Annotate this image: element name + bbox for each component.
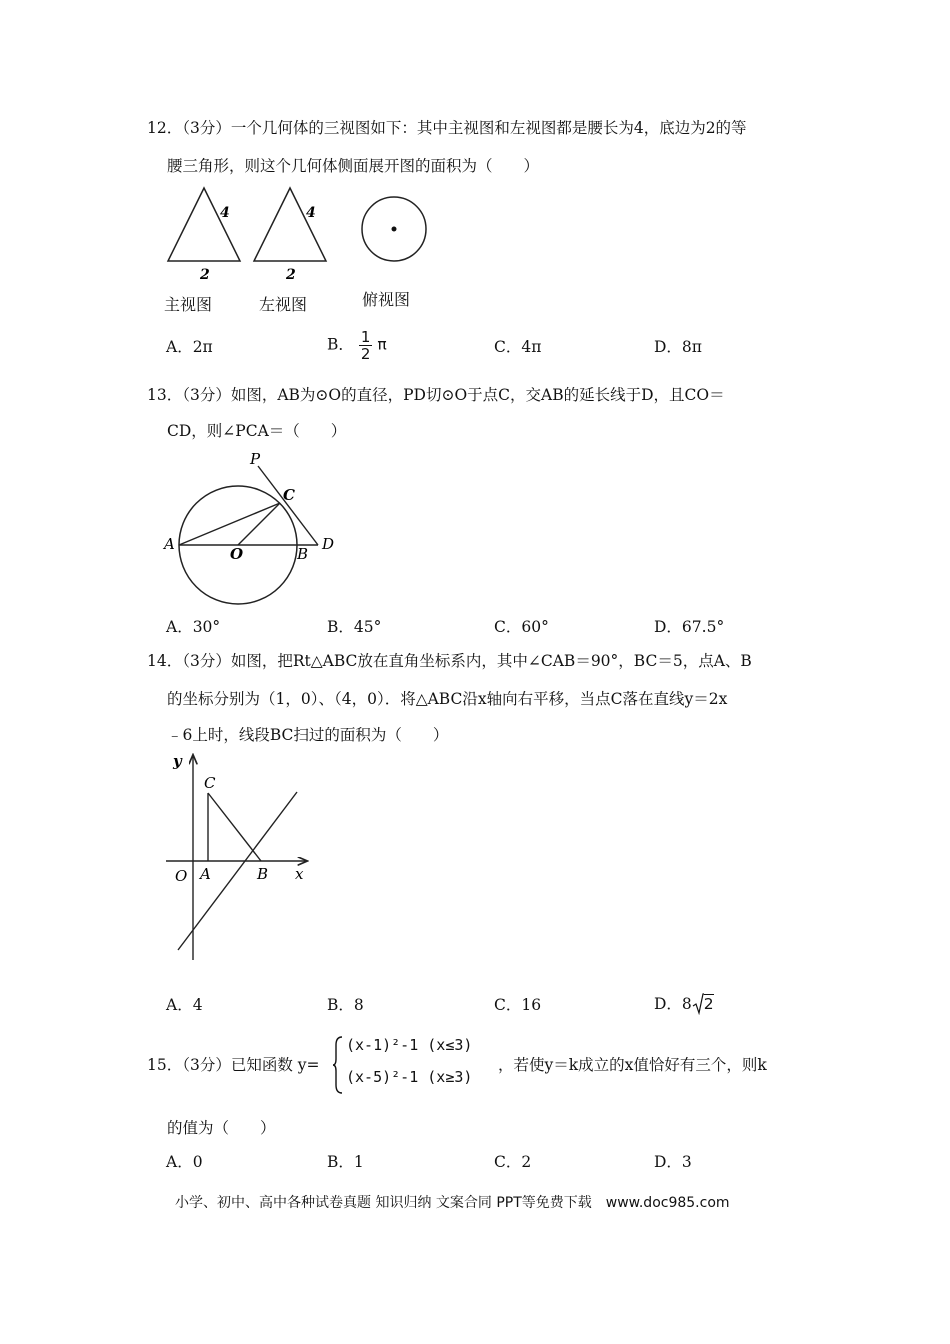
point-b-label: B (297, 545, 309, 563)
q14-stem-line3: ﹣6上时，线段BC扫过的面积为（ ） (167, 726, 449, 744)
point-a-label: A (200, 865, 211, 883)
q14-option-a[interactable]: A．4 (166, 996, 203, 1014)
q12-option-b-pi: π (377, 335, 387, 354)
left-view-caption: 左视图 (259, 295, 308, 314)
q13-stem-line2: CD，则∠PCA＝（ ） (167, 422, 347, 440)
point-o-label: O (230, 545, 244, 563)
point-a-label: A (164, 535, 175, 553)
front-base-label: 2 (200, 267, 210, 283)
piecewise-case-2: (x-5)²-1 (x≥3) (346, 1068, 473, 1086)
radius-oc (238, 503, 280, 545)
point-p-label: P (250, 450, 261, 468)
q15-stem-suffix: ，若使y＝k成立的x值恰好有三个，则k (498, 1056, 767, 1074)
front-view-triangle (168, 188, 240, 261)
q15-option-c[interactable]: C．2 (494, 1153, 532, 1171)
q12-option-a[interactable]: A．2π (166, 338, 213, 356)
q15-option-a[interactable]: A．0 (166, 1153, 203, 1171)
y-axis-label: y (173, 752, 182, 770)
sqrt-radicand: 2 (703, 995, 714, 1013)
point-c-label: C (283, 486, 295, 504)
fraction-numerator: 1 (360, 328, 371, 346)
top-view-caption: 俯视图 (362, 290, 411, 309)
q14-stem-line2: 的坐标分别为（1，0）、（4，0）．将△ABC沿x轴向右平移，当点C落在直线y＝2x (167, 690, 728, 708)
chord-ac (179, 503, 280, 545)
q13-option-c[interactable]: C．60° (494, 618, 549, 636)
q14-option-d-prefix: D．8 (654, 995, 692, 1013)
q14-option-d[interactable] (654, 993, 714, 1015)
q15-stem-prefix: 15．（3分）已知函数 y= (147, 1056, 320, 1074)
page-footer: 小学、初中、高中各种试卷真题 知识归纳 文案合同 PPT等免费下载 www.doc985.com (175, 1195, 730, 1211)
q12-option-d[interactable]: D．8π (654, 338, 702, 356)
q14-stem-line1: 14．（3分）如图，把Rt△ABC放在直角坐标系内，其中∠CAB＝90°，BC＝5，点A、B (147, 652, 752, 670)
q14-option-b[interactable]: B．8 (327, 996, 364, 1014)
q12-option-b[interactable] (327, 329, 387, 362)
left-side-label: 4 (306, 205, 316, 221)
left-base-label: 2 (286, 267, 296, 283)
q12-option-b-fraction (359, 329, 373, 362)
piecewise-brace-icon (332, 1035, 344, 1095)
q15-option-b[interactable]: B．1 (327, 1153, 364, 1171)
line-y-2x-6 (178, 792, 297, 950)
q12-stem-line2: 腰三角形，则这个几何体侧面展开图的面积为（ ） (167, 157, 540, 175)
q14-option-c[interactable]: C．16 (494, 996, 542, 1014)
q12-option-b-prefix: B． (327, 335, 354, 354)
q14-coordinate-figure (160, 750, 320, 965)
tangent-pd (258, 466, 318, 545)
front-view-caption: 主视图 (164, 295, 213, 314)
point-b-label: B (257, 865, 269, 883)
piecewise-case-1: (x-1)²-1 (x≤3) (346, 1036, 473, 1054)
sqrt-sign-icon (692, 993, 704, 1015)
fraction-denominator: 2 (360, 345, 371, 363)
q12-stem-line1: 12．（3分）一个几何体的三视图如下：其中主视图和左视图都是腰长为4，底边为2的等 (147, 119, 747, 137)
q13-option-a[interactable]: A．30° (166, 618, 221, 636)
q15-option-d[interactable]: D．3 (654, 1153, 692, 1171)
point-d-label: D (322, 535, 335, 553)
q13-circle-tangent-figure (158, 448, 348, 606)
front-side-label: 4 (220, 205, 230, 221)
top-view-center-dot (392, 227, 397, 232)
q13-option-d[interactable]: D．67.5° (654, 618, 725, 636)
x-axis-label: x (295, 865, 304, 883)
origin-label: O (175, 867, 188, 885)
q15-stem-line2: 的值为（ ） (167, 1119, 276, 1137)
q13-stem-line1: 13．（3分）如图，AB为⊙O的直径，PD切⊙O于点C，交AB的延长线于D，且CO＝ (147, 386, 725, 404)
q12-option-c[interactable]: C．4π (494, 338, 542, 356)
left-view-triangle (254, 188, 326, 261)
point-c-label: C (204, 774, 216, 792)
q13-option-b[interactable]: B．45° (327, 618, 382, 636)
